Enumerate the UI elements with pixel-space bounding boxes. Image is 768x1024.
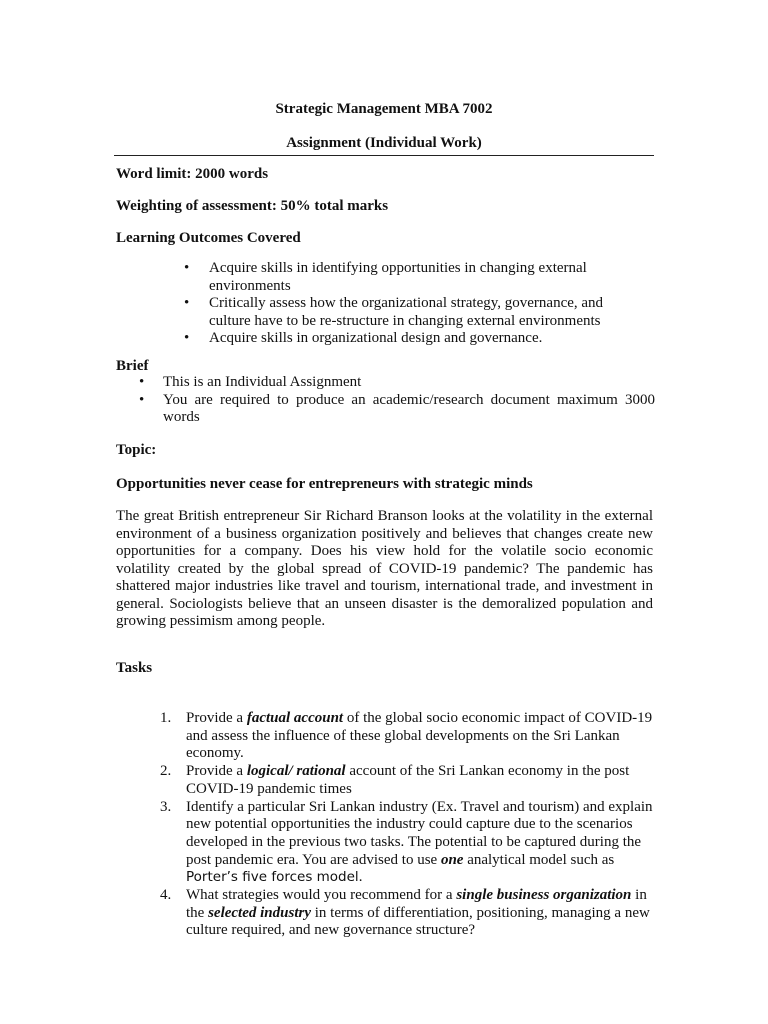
task-number: 2. xyxy=(160,763,172,780)
task-number: 4. xyxy=(160,887,172,904)
list-item-text: Acquire skills in identifying opportunities in changing external environments xyxy=(209,260,587,294)
tasks-heading: Tasks xyxy=(116,660,153,676)
task-emphasis: single business organization xyxy=(456,887,632,904)
task-emphasis: one xyxy=(440,851,464,868)
word-limit: Word limit: 2000 words xyxy=(116,166,269,182)
document-title: Strategic Management MBA 7002 xyxy=(275,101,493,117)
task-item xyxy=(160,887,660,940)
topic-paragraph: The great British entrepreneur Sir Richard Branson looks at the volatility in the external environment of a business organization positively and believes that changes create new opportunities for a company. Does his view hold for the volatile socio economic volatility created by the global spread of COVID-19 pandemic? The pandemic has shattered major industries like travel and tourism, international trade, and investment in general. Sociologists believe that an unseen disaster is the demoralized population and growing pessimism among people. xyxy=(116,508,653,629)
task-text-pre: Provide a xyxy=(186,710,247,726)
task-number: 3. xyxy=(160,798,172,815)
task-item xyxy=(160,799,660,888)
task-emphasis-2: selected industry xyxy=(208,904,311,921)
task-item xyxy=(160,710,660,763)
brief-heading: Brief xyxy=(116,358,149,374)
bullet-icon: • xyxy=(139,391,145,408)
list-item xyxy=(139,392,655,427)
bullet-icon: • xyxy=(184,330,190,346)
task-number: 1. xyxy=(160,710,172,726)
task-text-mid: in the xyxy=(186,887,647,921)
topic-title: Opportunities never cease for entrepreneurs with strategic minds xyxy=(116,476,533,492)
list-item-text: Critically assess how the organizational strategy, governance, and culture have to be re-structure in changing external environments xyxy=(209,295,604,329)
list-item xyxy=(184,295,624,330)
list-item-text: This is an Individual Assignment xyxy=(163,374,362,390)
task-item xyxy=(160,763,660,798)
list-item xyxy=(184,260,624,295)
task-text-post: of the global socio economic impact of COVID-19 and assess the influence of these global developments on the Sri Lankan economy. xyxy=(186,710,653,762)
list-item-text: You are required to produce an academic/research document maximum 3000 words xyxy=(163,391,655,425)
bullet-icon: • xyxy=(139,374,145,390)
topic-heading: Topic: xyxy=(116,442,157,458)
task-model-name: Porter’s five forces model xyxy=(186,869,359,886)
task-text-pre: Identify a particular Sri Lankan industry (Ex. Travel and tourism) and explain new potential opportunities the industry could capture due to the scenarios developed in the previous two tasks. The potential to be captured during the post pandemic era. You are advised to use xyxy=(186,798,653,868)
list-item xyxy=(184,330,624,348)
document-subtitle: Assignment (Individual Work) xyxy=(286,135,482,151)
brief-list xyxy=(139,374,655,427)
learning-outcomes-heading: Learning Outcomes Covered xyxy=(116,230,301,246)
task-text-pre: What strategies would you recommend for a xyxy=(186,887,457,904)
list-item xyxy=(139,374,655,392)
weighting-of-assessment: Weighting of assessment: 50% total marks xyxy=(116,198,389,214)
task-text-post: . xyxy=(358,869,363,886)
header-divider xyxy=(114,155,654,156)
bullet-icon: • xyxy=(184,295,190,311)
learning-outcomes-list xyxy=(184,260,624,348)
task-text-post: in terms of differentiation, positioning, managing a new culture required, and new governance structure? xyxy=(186,904,650,939)
tasks-list xyxy=(160,710,660,940)
bullet-icon: • xyxy=(184,260,190,276)
task-text-mid: analytical model such as xyxy=(463,851,615,868)
task-text-pre: Provide a xyxy=(186,763,247,780)
task-emphasis: factual account xyxy=(246,710,344,726)
task-text-post: account of the Sri Lankan economy in the post COVID-19 pandemic times xyxy=(186,763,630,797)
task-emphasis: logical/ rational xyxy=(246,763,346,780)
list-item-text: Acquire skills in organizational design and governance. xyxy=(209,330,543,346)
